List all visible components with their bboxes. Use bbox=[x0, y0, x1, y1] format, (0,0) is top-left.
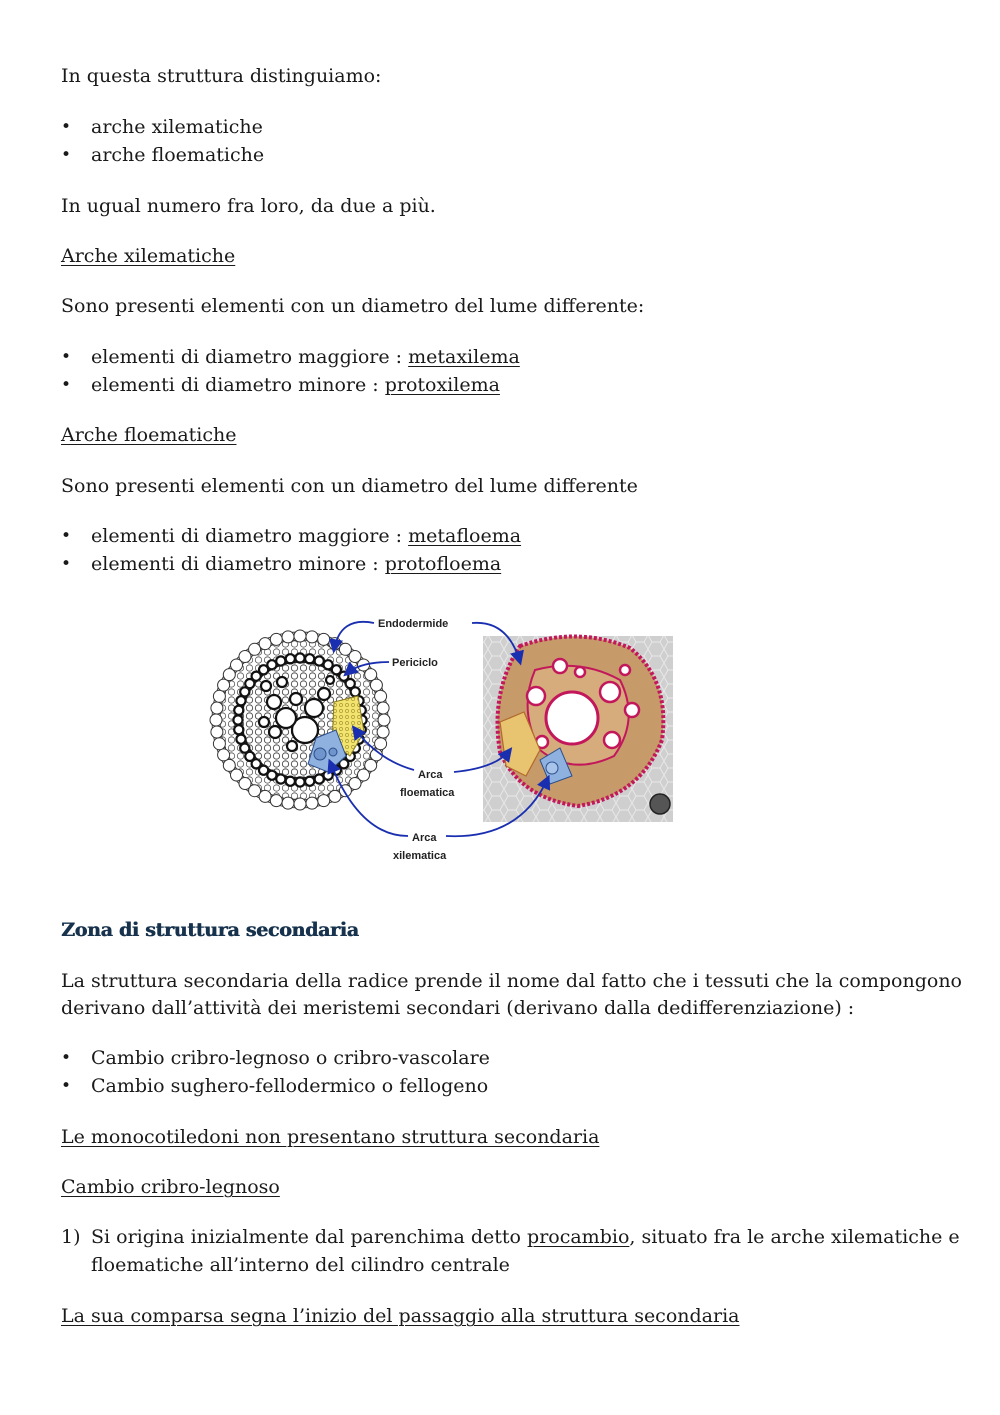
list-item bbox=[61, 522, 521, 550]
cell bbox=[259, 638, 271, 650]
cell bbox=[294, 630, 306, 642]
term-protoxilema: protoxilema bbox=[384, 374, 500, 396]
cell bbox=[378, 714, 390, 726]
list-item: • arche floematiche bbox=[61, 141, 264, 169]
xylem-section-title: Arche xilematiche bbox=[61, 245, 236, 267]
cell bbox=[210, 714, 222, 726]
cambio-cribro-legnoso-title: Cambio cribro-legnoso bbox=[61, 1176, 280, 1198]
term-procambio: procambio bbox=[527, 1226, 630, 1248]
secondary-structure-heading: Zona di struttura secondaria bbox=[61, 919, 359, 941]
cell bbox=[375, 690, 387, 702]
item-label: elementi di diametro minore : bbox=[91, 553, 385, 575]
intro-text: In questa struttura distinguiamo: bbox=[61, 65, 382, 87]
term-metaxilema: metaxilema bbox=[408, 346, 520, 368]
cell bbox=[318, 795, 330, 807]
xylem-list bbox=[61, 343, 520, 399]
cell bbox=[294, 798, 306, 810]
item-label: elementi di diametro maggiore : bbox=[91, 525, 409, 547]
label-arca-floematica-1: Arca bbox=[418, 769, 443, 781]
figure-svg bbox=[200, 600, 690, 872]
list-item bbox=[61, 550, 521, 578]
label-arca-floematica-2: floematica bbox=[400, 787, 455, 799]
label-periciclo: Periciclo bbox=[392, 657, 438, 669]
numbered-point-1 bbox=[61, 1223, 961, 1279]
root-cross-section-figure bbox=[200, 600, 690, 872]
cell bbox=[306, 797, 318, 809]
label-arca-xilematica-2: xilematica bbox=[393, 850, 447, 862]
cell bbox=[377, 702, 389, 714]
list-item: • Cambio sughero-fellodermico o fellogeno bbox=[61, 1072, 490, 1100]
monocot-note: Le monocotiledoni non presentano struttura secondaria bbox=[61, 1126, 600, 1148]
root-drawing bbox=[210, 630, 390, 810]
list-item: • Cambio cribro-legnoso o cribro-vascolare bbox=[61, 1044, 490, 1072]
cell bbox=[213, 738, 225, 750]
cell bbox=[211, 702, 223, 714]
cambium-list bbox=[61, 1044, 490, 1100]
point-text bbox=[91, 1223, 961, 1279]
term-metafloema: metafloema bbox=[408, 525, 522, 547]
cell bbox=[329, 790, 341, 802]
cell bbox=[282, 797, 294, 809]
item-label: elementi di diametro maggiore : bbox=[91, 346, 409, 368]
cell bbox=[233, 715, 242, 724]
cell bbox=[213, 690, 225, 702]
label-arca-xilematica-1: Arca bbox=[412, 832, 437, 844]
cell bbox=[377, 726, 389, 738]
equal-number-text: In ugual numero fra loro, da due a più. bbox=[61, 195, 436, 217]
tissue-list bbox=[61, 113, 264, 169]
cell bbox=[370, 679, 382, 691]
cell bbox=[375, 738, 387, 750]
phloem-section-text: Sono presenti elementi con un diametro del lume differente bbox=[61, 475, 638, 497]
cell bbox=[295, 777, 304, 786]
cell bbox=[295, 653, 304, 662]
cell bbox=[318, 633, 330, 645]
term-protofloema: protofloema bbox=[384, 553, 502, 575]
root-micrograph bbox=[483, 636, 673, 822]
point-text-before: Si origina inizialmente dal parenchima detto bbox=[91, 1226, 528, 1248]
point-number: 1) bbox=[61, 1226, 81, 1248]
cell bbox=[282, 631, 294, 643]
list-item bbox=[61, 343, 520, 371]
secondary-paragraph-line-1: La struttura secondaria della radice prende il nome dal fatto che i tessuti che la compongono bbox=[61, 970, 962, 992]
cell bbox=[270, 795, 282, 807]
phloem-section-title: Arche floematiche bbox=[61, 424, 237, 446]
item-label: elementi di diametro minore : bbox=[91, 374, 385, 396]
secondary-paragraph-line-2: derivano dall’attività dei meristemi secondari (derivano dalla dedifferenziazione) : bbox=[61, 997, 855, 1019]
list-item: • arche xilematiche bbox=[61, 113, 264, 141]
cell bbox=[270, 633, 282, 645]
list-item bbox=[61, 371, 520, 399]
cell bbox=[211, 726, 223, 738]
final-note: La sua comparsa segna l’inizio del passaggio alla struttura secondaria bbox=[61, 1305, 740, 1327]
phloem-list bbox=[61, 522, 521, 578]
label-endodermide: Endodermide bbox=[378, 618, 449, 630]
xylem-section-text: Sono presenti elementi con un diametro del lume differente: bbox=[61, 295, 645, 317]
cell bbox=[306, 631, 318, 643]
point-text-after: , situato fra le arche xilematiche e floematiche all’interno del cilindro centrale bbox=[91, 1226, 960, 1276]
cell bbox=[218, 749, 230, 761]
